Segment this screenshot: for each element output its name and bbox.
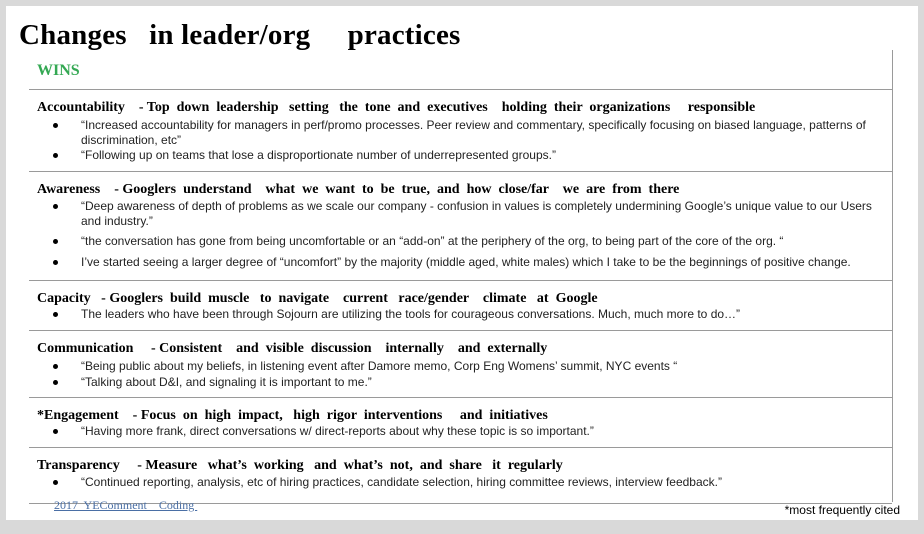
list-item: [53, 255, 886, 270]
section-heading: Transparency - Measure what’s working and what’s not, and share it regularly: [37, 458, 563, 473]
section-accountability: [29, 89, 892, 172]
bullet-text: “the conversation has gone from being uncomfortable or an “add-on” at the periphery of the org, to being part of the core of the org. “: [81, 234, 784, 248]
section-heading: Communication - Consistent and visible discussion internally and externally: [37, 341, 548, 356]
section-transparency: [29, 447, 892, 504]
bullet-icon: [53, 239, 58, 244]
section-capacity: [29, 280, 892, 331]
bullet-icon: [53, 480, 58, 485]
bullet-icon: [53, 153, 58, 158]
page-title: Changes in leader/org practices: [19, 19, 461, 51]
bullet-icon: [53, 380, 58, 385]
bullet-icon: [53, 312, 58, 317]
bullet-icon: [53, 204, 58, 209]
content-frame: [29, 50, 893, 502]
bullet-icon: [53, 429, 58, 434]
list-item: [53, 359, 886, 374]
bullet-text: “Following up on teams that lose a disproportionate number of underrepresented groups.”: [81, 148, 556, 162]
bullet-icon: [53, 260, 58, 265]
source-link[interactable]: 2017 YEComment Coding: [54, 498, 198, 512]
bullet-text: “Having more frank, direct conversations w/ direct-reports about why these topic is so important.”: [81, 424, 594, 438]
wins-label: WINS: [37, 62, 80, 79]
bullet-icon: [53, 364, 58, 369]
bullet-text: “Deep awareness of depth of problems as we scale our company - confusion in values is completely undermining Google’s unique value to our Users and industry.”: [81, 199, 872, 228]
section-heading: *Engagement - Focus on high impact, high rigor interventions and initiatives: [37, 408, 548, 423]
list-item: [53, 118, 886, 148]
list-item: [53, 199, 886, 229]
section-heading: Accountability - Top down leadership setting the tone and executives holding their organizations responsible: [37, 100, 756, 115]
section-communication: [29, 330, 892, 398]
bullet-text: I’ve started seeing a larger degree of “uncomfort” by the majority (middle aged, white males) which I take to be the beginnings of positive change.: [81, 255, 851, 269]
bullet-text: “Increased accountability for managers in perf/promo processes. Peer review and commentary, specifically focusing on biased language, patterns of discrimination, etc”: [81, 118, 866, 147]
section-heading: Capacity - Googlers build muscle to navigate current race/gender climate at Google: [37, 291, 598, 306]
footnote: *most frequently cited: [784, 503, 900, 517]
bullet-text: “Talking about D&I, and signaling it is important to me.”: [81, 375, 372, 389]
list-item: [53, 424, 886, 439]
bullet-text: “Continued reporting, analysis, etc of hiring practices, candidate selection, hiring committee reviews, interview feedback.”: [81, 475, 722, 489]
bullet-text: The leaders who have been through Sojourn are utilizing the tools for courageous conversations. Much, much more to do…”: [81, 307, 741, 321]
slide: [6, 6, 918, 520]
bullet-icon: [53, 123, 58, 128]
list-item: [53, 307, 886, 322]
list-item: [53, 234, 886, 249]
section-engagement: [29, 397, 892, 448]
list-item: [53, 475, 886, 490]
list-item: [53, 375, 886, 390]
section-awareness: [29, 171, 892, 281]
section-heading: Awareness - Googlers understand what we want to be true, and how close/far we are from there: [37, 182, 680, 197]
bullet-text: “Being public about my beliefs, in listening event after Damore memo, Corp Eng Womens’ summit, NYC events “: [81, 359, 678, 373]
list-item: [53, 148, 886, 163]
